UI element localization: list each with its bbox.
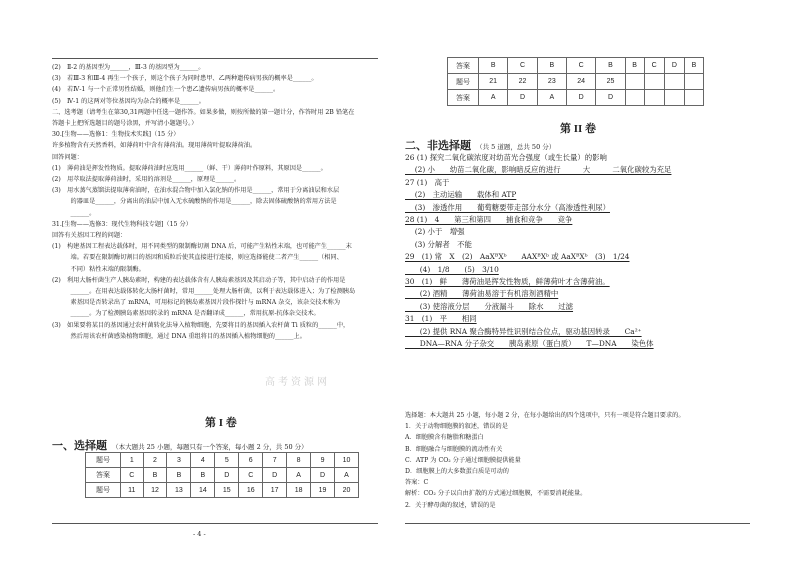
section-heading-2: 二、非选择题 [405, 140, 471, 152]
question-line: 不同）粘性末端的限制酶。 [52, 265, 145, 273]
row-label: 题号 [86, 483, 121, 498]
cell: B [537, 58, 566, 74]
page-number: - 4 - [193, 530, 206, 538]
section-note-1: （本大题共 25 小题，每题只有一个答案，每小题 2 分，共 50 分） [112, 443, 308, 451]
question-line: 二、选考题（请考生在第30,31两题中任选一题作答。如果多做，则按所做的第一题计分，作答时用 2B 铅笔在 [52, 108, 355, 116]
cell: 4 [191, 453, 215, 468]
question-line: (3) 用水蒸气蒸馏法提取薄荷油时，在油水混合物中加入氯化钠的作用是______，常用于分离油层和水层 [52, 187, 340, 195]
cell: B [143, 468, 167, 483]
excerpt-line: D．细胞膜上的大多数蛋白质是可动的 [405, 468, 509, 476]
question-line: (4) 若Ⅳ-1 与一个正常男性结婚，则他们生一个患乙遗传病男孩的概率是______。 [52, 86, 280, 94]
table-row [448, 90, 704, 106]
cell: 19 [311, 483, 335, 498]
answer-line: (3) 分解者 不能 [405, 239, 472, 249]
cell [684, 74, 703, 90]
cell: B [596, 58, 625, 74]
cell: 24 [566, 74, 595, 90]
cell [625, 74, 644, 90]
cell: 1 [121, 453, 144, 468]
question-line: ______。在用表达载体转化大肠杆菌时，常用______处理大肠杆菌，以利于表达载体进入；为了检测胰岛 [52, 288, 356, 296]
cell: B [191, 468, 215, 483]
excerpt-line: 选择题：本大题共 25 小题，每小题 2 分，在每小题给出的四个选项中，只有一项是符合题目要求的。 [405, 412, 685, 419]
cell [684, 90, 703, 106]
row-label: 答案 [448, 58, 479, 74]
cell: D [215, 468, 239, 483]
question-line: (1) 薄荷油是挥发性物质。提取薄荷油时应选用______（鲜、干）薄荷叶作原料，其原因是______。 [52, 164, 327, 172]
question-line: ______。 [52, 209, 96, 217]
cell: D [596, 90, 625, 106]
question-line: 答题卡上把所选题目的题号涂黑，并写清小题题号。） [52, 120, 198, 128]
watermark: 高考资源网 [265, 377, 330, 388]
cell [664, 90, 684, 106]
top-rule [52, 58, 378, 59]
question-line: 然后用该农杆菌感染植物细胞，通过 DNA 重组将目的基因插入植物细胞的______上。 [52, 332, 306, 340]
cell: 8 [287, 453, 311, 468]
cell [664, 74, 684, 90]
cell: 25 [596, 74, 625, 90]
table-row [448, 58, 704, 74]
cell: 11 [121, 483, 144, 498]
cell: 5 [215, 453, 239, 468]
cell: C [644, 58, 664, 74]
answer-line: 26 (1) 探究二氧化碳浓度对幼苗光合强度（或生长量）的影响 [405, 153, 607, 162]
question-excerpt [405, 410, 685, 511]
bottom-rule-right [405, 523, 750, 524]
cell: D [566, 90, 595, 106]
excerpt-line: 1．关于动物细胞膜的叙述，错误的是 [405, 423, 508, 431]
cell: 14 [191, 483, 215, 498]
answer-line: 30 (1) 鲜 薄荷油是挥发性物质，鲜薄荷叶才含薄荷油。 [405, 277, 610, 287]
answer-line: (2) 提供 RNA 聚合酶特异性识别结合位点，驱动基因转录 Ca²⁺ [405, 326, 642, 336]
cell: 6 [239, 453, 263, 468]
question-line: (3) 若Ⅲ-3 和Ⅲ-4 再生一个孩子，则这个孩子为同时患甲、乙两种遗传病男孩的概率是______。 [52, 75, 318, 83]
section-title-1 [52, 434, 308, 453]
excerpt-line: A．细胞膜含有糖脂和糖蛋白 [405, 434, 484, 442]
cell [625, 90, 644, 106]
table-row [448, 74, 704, 90]
question-line: 的器皿是______，分离出的油层中加入无水硫酸钠的作用是______，除去固体硫酸钠的常用方法是 [52, 198, 337, 206]
cell: 3 [167, 453, 191, 468]
answer-line: 28 (1) 4 第三和第四 捕食和竞争 竞争 [405, 215, 573, 225]
answer-line: (2) 小 幼苗二氧化碳，影响暗反应的进行 大 二氧化碳较为充足 [405, 165, 672, 175]
cell: B [625, 58, 644, 74]
cell: A [537, 90, 566, 106]
left-question-block [52, 62, 355, 342]
section-heading-1: 一、选择题 [52, 440, 107, 452]
section-title-2 [405, 134, 555, 153]
cell: A [287, 468, 311, 483]
question-line: (2) 利用大肠杆菌生产人胰岛素时，构建的表达载体含有人胰岛素基因及其启动子等，其中启动子的作用是 [52, 276, 346, 284]
cell: 9 [311, 453, 335, 468]
table-row [86, 468, 359, 483]
cell: 10 [335, 453, 359, 468]
cell: 15 [215, 483, 239, 498]
question-line: 31.[生物——选修3：现代生物科技专题]（15 分） [52, 220, 192, 228]
table-row [86, 453, 359, 468]
question-line: 许多植物含有天然香料，如薄荷叶中含有薄荷油。现用薄荷叶提取薄荷油。 [52, 142, 257, 150]
table-row [86, 483, 359, 498]
cell [644, 90, 664, 106]
cell: A [335, 468, 359, 483]
cell: B [167, 468, 191, 483]
question-line: 回答有关基因工程的问题： [52, 232, 127, 240]
answer-line: (3) 使溶液分层 分液漏斗 除水 过滤 [405, 301, 574, 311]
section-roman-2: 第 II 卷 [560, 123, 597, 135]
question-line: (3) 如果要将某目的基因通过农杆菌转化法导入植物细胞，先要将目的基因插入农杆菌 Ti 质粒的______中， [52, 321, 350, 329]
answer-key-block [405, 152, 671, 351]
cell: D [263, 468, 287, 483]
cell: C [566, 58, 595, 74]
section-roman-1: 第 I 卷 [205, 417, 237, 429]
cell: 7 [263, 453, 287, 468]
answer-line: 29 (1) 常 X (2) AaXᴮXᵇ AAXᴮXᵇ 或 AaXᴮXᵇ (3) 1/24 [405, 252, 630, 262]
cell: 23 [537, 74, 566, 90]
question-line: (2) 用萃取法提取薄荷油时，采用的溶剂是______，原理是______。 [52, 176, 241, 184]
cell: 16 [239, 483, 263, 498]
cell: 18 [287, 483, 311, 498]
answer-table-right [447, 57, 704, 106]
question-line: 30.[生物——选修1：生物技术实践]（15 分） [52, 131, 180, 139]
cell: 21 [479, 74, 508, 90]
answer-line: (2) 小于 增强 [405, 227, 465, 237]
cell: 20 [335, 483, 359, 498]
row-label: 答案 [448, 90, 479, 106]
cell: 22 [508, 74, 537, 90]
answer-table-left [85, 452, 359, 498]
cell: B [684, 58, 703, 74]
cell: 13 [167, 483, 191, 498]
cell: 12 [143, 483, 167, 498]
cell: D [311, 468, 335, 483]
excerpt-line: 2．关于酵母菌的叙述，错误的是 [405, 501, 496, 509]
question-line: 端。若要在限制酶切割目的基因和质粒后使其直接进行连接，则应选择能使二者产生______（相同、 [52, 254, 343, 262]
cell: 2 [143, 453, 167, 468]
question-line: 素基因是否转录出了 mRNA，可用标记的胰岛素基因片段作探针与 mRNA 杂交，该杂交技术称为 [52, 299, 341, 307]
cell [644, 74, 664, 90]
section-note-2: （共 5 道题，总共 50 分） [476, 143, 556, 151]
cell: D [508, 90, 537, 106]
answer-line: (2) 酒精 薄荷油易溶于有机溶剂酒精中 [405, 289, 559, 299]
excerpt-line: 解析：CO₂ 分子以自由扩散的方式通过细胞膜，不需要消耗能量。 [405, 490, 587, 498]
excerpt-line: B．细胞融合与细胞膜的流动性有关 [405, 445, 503, 453]
cell: C [508, 58, 537, 74]
excerpt-line: C．ATP 为 CO₂ 分子通过细胞膜提供能量 [405, 456, 521, 464]
answer-line: 27 (1) 高于 [405, 177, 450, 187]
cell: A [479, 90, 508, 106]
excerpt-line: 答案：C [405, 479, 429, 487]
question-line: (2) Ⅱ-2 的基因型为______，Ⅲ-3 的基因型为______。 [52, 64, 205, 71]
answer-line: (2) 主动运输 载体和 ATP [405, 190, 517, 200]
cell: 17 [263, 483, 287, 498]
cell: C [239, 468, 263, 483]
row-label: 答案 [86, 468, 121, 483]
answer-line: 31 (1) 平 相同 [405, 314, 477, 324]
row-label: 题号 [86, 453, 121, 468]
question-line: 回答问题： [52, 153, 83, 161]
cell: B [479, 58, 508, 74]
bottom-rule-left [52, 523, 378, 524]
question-line: (1) 构建基因工程表达载体时，用不同类型的限制酶切割 DNA 后，可能产生粘性末端，也可能产生______末 [52, 243, 352, 251]
answer-line: (3) 渗透作用 葡萄糖要带走部分水分（高渗透性利尿） [405, 202, 610, 212]
answer-line: DNA—RNA 分子杂交 胰岛素原（蛋白质） T—DNA 染色体 [405, 339, 654, 349]
row-label: 题号 [448, 74, 479, 90]
cell: D [664, 58, 684, 74]
answer-line: (4) 1/8 (5) 3/10 [405, 264, 499, 274]
cell: C [121, 468, 144, 483]
question-line: ______。为了检测胰岛素基因转录的 mRNA 是否翻译成______，常用抗原-抗体杂交技术。 [52, 310, 320, 318]
question-line: (5) Ⅳ-1 的这两对等位基因均为杂合的概率是______。 [52, 97, 205, 105]
